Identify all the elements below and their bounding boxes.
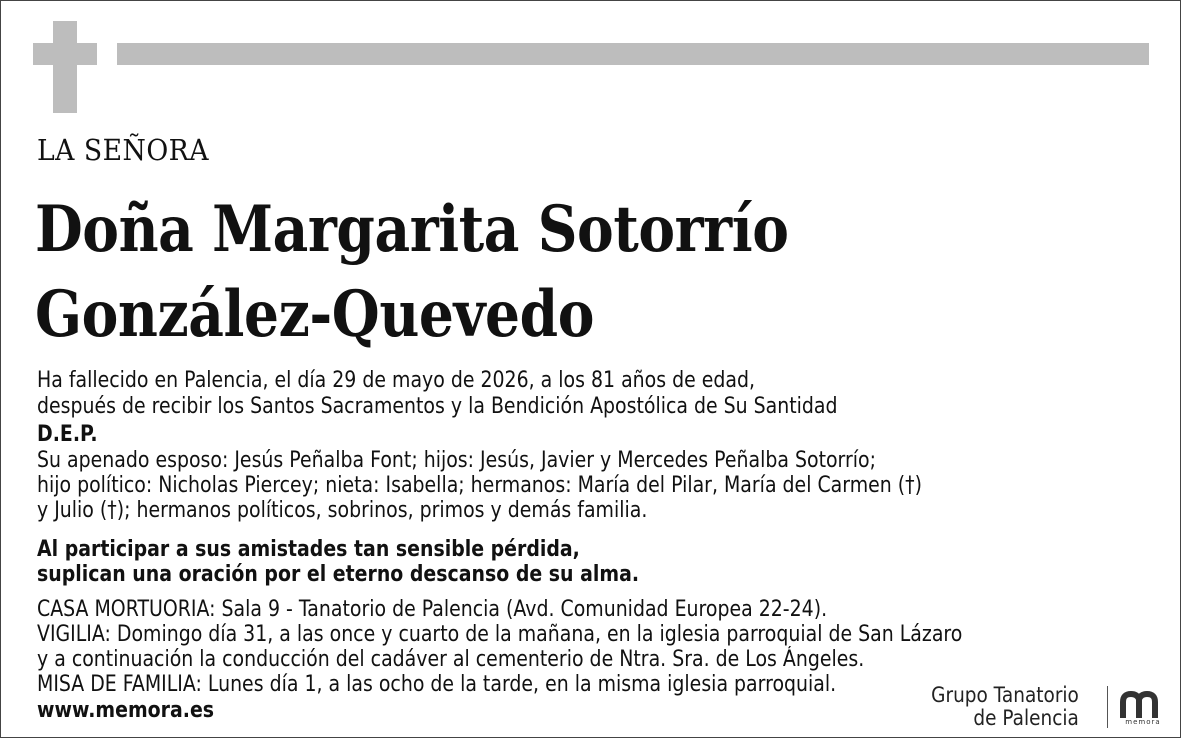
appeal-line-1: Al participar a sus amistades tan sensible pérdida, [37, 537, 580, 562]
family-line-2: hijo político: Nicholas Piercey; nieta: Isabella; hermanos: María del Pilar, María del Carmen (†) [37, 473, 923, 498]
logo-divider [1107, 686, 1108, 728]
vigil-info-line-1: VIGILIA: Domingo día 31, a las once y cuarto de la mañana, en la iglesia parroquial de San Lázaro [37, 622, 963, 647]
family-line-1: Su apenado esposo: Jesús Peñalba Font; hijos: Jesús, Javier y Mercedes Peñalba Sotorrío; [37, 448, 876, 473]
deceased-name-line-1: Doña Margarita Sotorrío [35, 192, 789, 267]
death-info-line-2: después de recibir los Santos Sacramentos y la Bendición Apostólica de Su Santidad [37, 394, 838, 419]
title-label: LA SEÑORA [37, 133, 209, 167]
logo-text-line-1: Grupo Tanatorio [931, 683, 1079, 707]
memora-brand-word: memora [1125, 718, 1161, 726]
death-info-line-1: Ha fallecido en Palencia, el día 29 de mayo de 2026, a los 81 años de edad, [37, 368, 756, 393]
dep-label: D.E.P. [37, 422, 98, 447]
logo-text-line-2: de Palencia [973, 706, 1079, 730]
website-link[interactable]: www.memora.es [37, 698, 215, 723]
family-line-3: y Julio (†); hermanos políticos, sobrinos, primos y demás familia. [37, 498, 648, 523]
cross-icon-arm [33, 43, 97, 65]
funeral-home-logo [931, 684, 1171, 730]
cross-icon [53, 21, 77, 113]
vigil-info-line-2: y a continuación la conducción del cadáver al cementerio de Ntra. Sra. de Los Ángeles. [37, 647, 865, 672]
funeral-home-info: CASA MORTUORIA: Sala 9 - Tanatorio de Palencia (Avd. Comunidad Europea 22-24). [37, 597, 828, 622]
appeal-line-2: suplican una oración por el eterno descanso de su alma. [37, 562, 640, 587]
deceased-name-line-2: González-Quevedo [35, 277, 594, 352]
header-bar [117, 43, 1149, 65]
family-mass-info: MISA DE FAMILIA: Lunes día 1, a las ocho de la tarde, en la misma iglesia parroquial. [37, 672, 837, 697]
